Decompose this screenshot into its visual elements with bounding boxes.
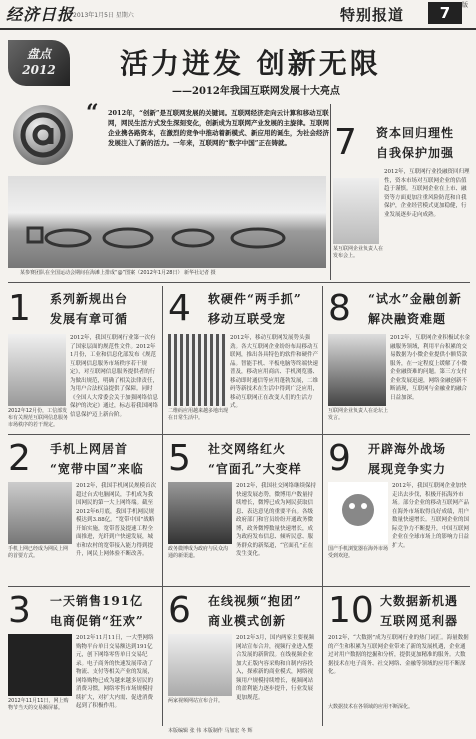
item-9-title-line1: 开辟海外战场 (368, 442, 447, 456)
page-credits: 本版编辑 张 伟 本版制作 马加宏 冬 辉 (168, 728, 253, 734)
row-divider (8, 586, 470, 587)
item-2-photo (8, 482, 72, 544)
item-6-caption: 两家视频网站宣布合并。 (168, 698, 224, 704)
page-number: 7 (428, 2, 462, 24)
item-5-photo (168, 482, 232, 544)
item-7-title-line1: 资本回归理性 (376, 126, 455, 140)
item-1-photo (8, 334, 66, 406)
item-10-body: 2012年，“大数据”成为互联网行业的热门词汇。海量数据的产生和积累为互联网企业带来了新的发展机遇，企业通过对用户数据的挖掘和分析，提供更加精准的服务。大数据技术在电子商务、社交网络、金融等领域的应用不断深化。 (328, 635, 469, 675)
item-6-title-line2: 商业模式创新 (208, 614, 287, 628)
item-10-caption: 大数据技术在各领域的应用不断深化。 (328, 704, 414, 710)
item-7-caption: 某互联网企业负责人在发布会上。 (333, 246, 384, 259)
item-1-title-line2: 发展有章可循 (50, 312, 129, 326)
at-sign-image (8, 100, 78, 170)
column-divider (162, 286, 163, 726)
intro-paragraph: 2012年，“创新”是互联网发展的关键词。互联网经济走向云计算和移动互联网，网民生活方式发生深刻变化，创新成为互联网产业发展的主旋律。互联网企业携各路资本，在激烈的竞争中推动着新模式、新应用的诞生，为社会经济发展注入了新的活力。一年来，互联网的“数字中国”正在铸就。 (108, 109, 329, 147)
logo-line1: 盘点 (26, 47, 51, 61)
item-9-caption: 国产手机浏览器在海外市场受到欢迎。 (328, 546, 389, 559)
item-3-photo (8, 634, 72, 696)
divider (330, 104, 331, 280)
item-8-title-line2: 解决融资难题 (368, 312, 447, 326)
beach-photo (8, 176, 326, 268)
at-sign-icon (8, 100, 78, 170)
item-5-title-line2: “官面孔”大变样 (208, 462, 302, 476)
issue-date: 2013年1月5日 星期六 (73, 12, 134, 19)
item-2-body: 2012年，我国手机网民规模首次超过台式电脑网民，手机成为我国网民的第一大上网终端。截至2012年6月底，我国手机网民规模达到3.88亿。“宽带中国”战略开始实施，宽带普及提速工程全面推进，光纤到户快速发展，城市和农村的宽带接入能力得到提升，网民上网体验不断改善。 (76, 483, 156, 557)
item-7-body: 2012年，互联网行业投融资回归理性，资本市场对互联网企业的估值趋于谨慎。互联网企业在上市、融资等方面更加注重风险防范和自我保护，企业经营模式更加稳健，行业发展逐步走向成熟。 (384, 169, 470, 218)
item-3-body: 2012年11月11日，一大型网络购物平台单日交易额达到191亿元，创下网络零售单日交易纪录。电子商务的快速发展带动了物流、支付等相关产业的发展，网络购物已成为越来越多居民的消费习惯，网络零售市场规模持续扩大，对扩大内需、促进消费起到了积极作用。 (76, 635, 154, 709)
item-1-number: 1 (8, 288, 31, 329)
item-10-title-line1: 大数据新机遇 (380, 594, 459, 608)
logo-line2: 2012 (22, 63, 56, 77)
item-4-body: 2012年，移动互联网发展势头强劲。各大互联网企业纷纷布局移动互联网，推出各具特色的软件和硬件产品。智能手机、平板电脑等终端快速普及，移动应用商店、手机浏览器、移动即时通信等应用蓬勃发展，二维码等新技术在生活中得到广泛应用，移动互联网正在改变人们的生活方式。 (230, 335, 318, 409)
beach-formation-image (8, 176, 326, 268)
item-9-title-line2: 展现竞争实力 (368, 462, 447, 476)
item-7-title-line2: 自我保护加强 (376, 146, 455, 160)
feature-title: 活力迸发 创新无限 (120, 47, 381, 80)
item-4-caption: 二维码应用越来越多地出现在日常生活中。 (168, 408, 229, 421)
item-6-number: 6 (168, 590, 191, 631)
item-6-body: 2012年3月，国内两家主要视频网站宣布合并，视频行业进入整合发展的新阶段。在线视频企业加大正版内容采购和自制内容投入，探索新的商业模式，网络视频用户规模持续增长，视频网站的盈利能力逐步提升，行业发展更加规范。 (236, 635, 314, 701)
item-2-title-line2: “宽带中国”来临 (50, 462, 144, 476)
item-9-body: 2012年，我国互联网企业加快走出去步伐，积极开拓海外市场。部分企业的移动互联网产品在海外市场取得良好成绩，用户数量快速增长。互联网企业的国际竞争力不断提升，中国互联网企业在全球市场上的影响力日益扩大。 (392, 483, 470, 549)
item-7-photo (333, 178, 379, 244)
item-10-number: 10 (328, 590, 374, 631)
page-label: 版 (462, 2, 469, 9)
item-8-body: 2012年，互联网企业积极试水金融服务领域，利用平台积累的交易数据为小微企业提供小额贷款服务，在一定程度上缓解了小微企业融资难的问题。第三方支付企业发展迅速，网络金融创新不断涌现，互联网与金融业的融合日益加深。 (390, 335, 470, 401)
column-divider (322, 286, 323, 726)
item-5-title-line1: 社交网络红火 (208, 442, 287, 456)
item-3-caption: 2012年11月11日，网上购物节当天的交易额屏幕。 (8, 698, 69, 711)
beach-photo-caption: 某参赛团队在全国运动会期间在海滩上排成“@”图案（2012年1月28日） 新华社记者 摄 (20, 270, 216, 276)
item-3-title-line1: 一天销售191亿 (50, 594, 144, 608)
item-3-title-line2: 电商促销“狂欢” (50, 614, 144, 628)
item-3-number: 3 (8, 590, 31, 631)
row-divider (8, 434, 470, 435)
item-4-number: 4 (168, 288, 191, 329)
item-8-title-line1: “试水”金融创新 (368, 292, 462, 306)
item-2-number: 2 (8, 438, 31, 479)
item-1-body: 2012年，我国互联网行业第一次有了国家层面的规范性文件。2012年1月份，工业和信息化部发布《规范互联网信息服务市场秩序若干规定》，对互联网信息服务提供者的行为做出规范，明确了相关法律责任，为用户合法权益提供了保障。同时《全国人大常委会关于加强网络信息保护的决定》通过，标志着我国网络信息保护迈上新台阶。 (70, 335, 158, 418)
row-divider (8, 282, 470, 283)
item-4-photo (168, 334, 226, 406)
item-8-number: 8 (328, 288, 351, 329)
item-5-body: 2012年，我国社交网络继续保持快速发展态势，微博用户数量持续增长，微博已成为网民获取信息、表达意见的重要平台。各级政府部门和官员纷纷开通政务微博，政务微博数量快速增长，成为政府发布信息、倾听民意、服务群众的新渠道，“官面孔”正在发生变化。 (236, 483, 316, 557)
squirrel-logo-icon (328, 482, 388, 544)
item-4-title-line1: 软硬件“两手抓” (208, 292, 302, 306)
item-10-title-line2: 互联网觅利器 (380, 614, 459, 628)
item-8-photo (328, 334, 386, 406)
masthead: 经济日报 (6, 5, 75, 24)
year-review-logo (8, 40, 70, 86)
item-8-caption: 互联网企业负责人在论坛上发言。 (328, 408, 389, 421)
item-6-title-line1: 在线视频“抱团” (208, 594, 302, 608)
item-2-title-line1: 手机上网居首 (50, 442, 129, 456)
item-1-caption: 2012年12月份，工信部发布有关规范互联网信息服务市场秩序的若干规定。 (8, 408, 69, 428)
item-1-title-line1: 系列新规出台 (50, 292, 129, 306)
item-5-caption: 政务微博成为政府与民众沟通的新渠道。 (168, 546, 229, 559)
item-5-number: 5 (168, 438, 191, 479)
item-9-photo (328, 482, 388, 544)
item-7-number: 7 (334, 122, 357, 163)
item-2-caption: 手机上网已经成为网民上网的首要方式。 (8, 546, 69, 559)
quote-mark: “ (86, 100, 99, 126)
feature-subtitle: ——2012年我国互联网发展十大亮点 (172, 86, 340, 97)
item-6-photo (168, 634, 232, 696)
item-4-title-line2: 移动互联受宠 (208, 312, 287, 326)
section-title: 特别报道 (340, 6, 405, 24)
item-9-number: 9 (328, 438, 351, 479)
